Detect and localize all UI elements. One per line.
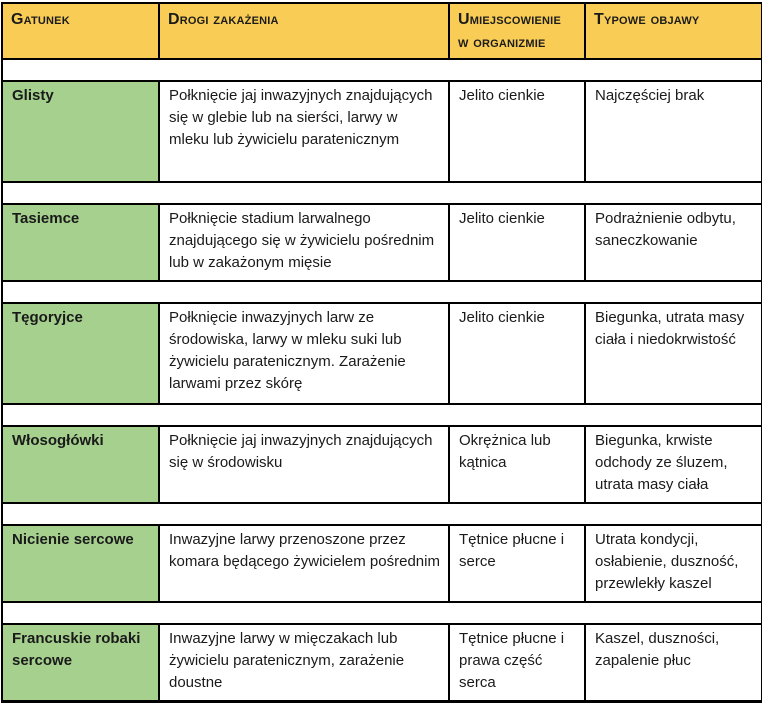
spacer-cell xyxy=(2,281,762,303)
spacer-cell xyxy=(2,182,762,204)
column-header-infection-routes: Drogi zakażenia xyxy=(159,3,449,59)
location-cell: Tętnice płucne i serce xyxy=(449,525,585,602)
spacer-row xyxy=(2,404,762,426)
spacer-cell xyxy=(2,503,762,525)
table-row-glisty xyxy=(2,81,762,182)
infection-routes-cell: Połknięcie jaj inwazyjnych znajdujących się w środowisku xyxy=(159,426,449,503)
header-row xyxy=(2,3,762,59)
location-cell: Tętnice płucne i prawa część serca xyxy=(449,624,585,702)
location-cell: Jelito cienkie xyxy=(449,303,585,404)
symptoms-cell: Biegunka, krwiste odchody ze śluzem, utrata masy ciała xyxy=(585,426,762,503)
species-cell: Francuskie robaki sercowe xyxy=(2,624,159,702)
column-header-symptoms: Typowe objawy xyxy=(585,3,762,59)
infection-routes-cell: Inwazyjne larwy przenoszone przez komara będącego żywicielem pośrednim xyxy=(159,525,449,602)
spacer-row xyxy=(2,59,762,81)
table-row-tasiemce xyxy=(2,204,762,281)
symptoms-cell: Utrata kondycji, osłabienie, duszność, przewlekły kaszel xyxy=(585,525,762,602)
spacer-cell xyxy=(2,59,762,81)
table-row-nicienie-sercowe xyxy=(2,525,762,602)
column-header-location: Umiejscowienie w organizmie xyxy=(449,3,585,59)
infection-routes-cell: Inwazyjne larwy w mięczakach lub żywicielu paratenicznym, zarażenie doustne xyxy=(159,624,449,702)
table-body xyxy=(2,59,762,702)
table-row-francuskie-robaki-sercowe xyxy=(2,624,762,702)
location-cell: Jelito cienkie xyxy=(449,204,585,281)
species-cell: Nicienie sercowe xyxy=(2,525,159,602)
symptoms-cell: Biegunka, utrata masy ciała i niedokrwistość xyxy=(585,303,762,404)
location-cell: Okrężnica lub kątnica xyxy=(449,426,585,503)
infection-routes-cell: Połknięcie stadium larwalnego znajdującego się w żywicielu pośrednim lub w zakażonym mięsie xyxy=(159,204,449,281)
symptoms-cell: Kaszel, duszności, zapalenie płuc xyxy=(585,624,762,702)
spacer-cell xyxy=(2,404,762,426)
infection-routes-cell: Połknięcie jaj inwazyjnych znajdujących się w glebie lub na sierści, larwy w mleku lub żywicielu paratenicznym xyxy=(159,81,449,182)
spacer-row xyxy=(2,503,762,525)
species-cell: Tęgoryjce xyxy=(2,303,159,404)
table-row-tegoryjce xyxy=(2,303,762,404)
species-cell: Włosogłówki xyxy=(2,426,159,503)
spacer-row xyxy=(2,602,762,624)
species-cell: Glisty xyxy=(2,81,159,182)
spacer-row xyxy=(2,182,762,204)
species-cell: Tasiemce xyxy=(2,204,159,281)
symptoms-cell: Podrażnienie odbytu, saneczkowanie xyxy=(585,204,762,281)
symptoms-cell: Najczęściej brak xyxy=(585,81,762,182)
table-row-wlosoglowki xyxy=(2,426,762,503)
spacer-row xyxy=(2,281,762,303)
table-header xyxy=(2,3,762,59)
location-cell: Jelito cienkie xyxy=(449,81,585,182)
infection-routes-cell: Połknięcie inwazyjnych larw ze środowiska, larwy w mleku suki lub żywicielu paratenicznym. Zarażenie larwami przez skórę xyxy=(159,303,449,404)
parasite-species-table xyxy=(1,2,762,703)
spacer-cell xyxy=(2,602,762,624)
column-header-species: Gatunek xyxy=(2,3,159,59)
